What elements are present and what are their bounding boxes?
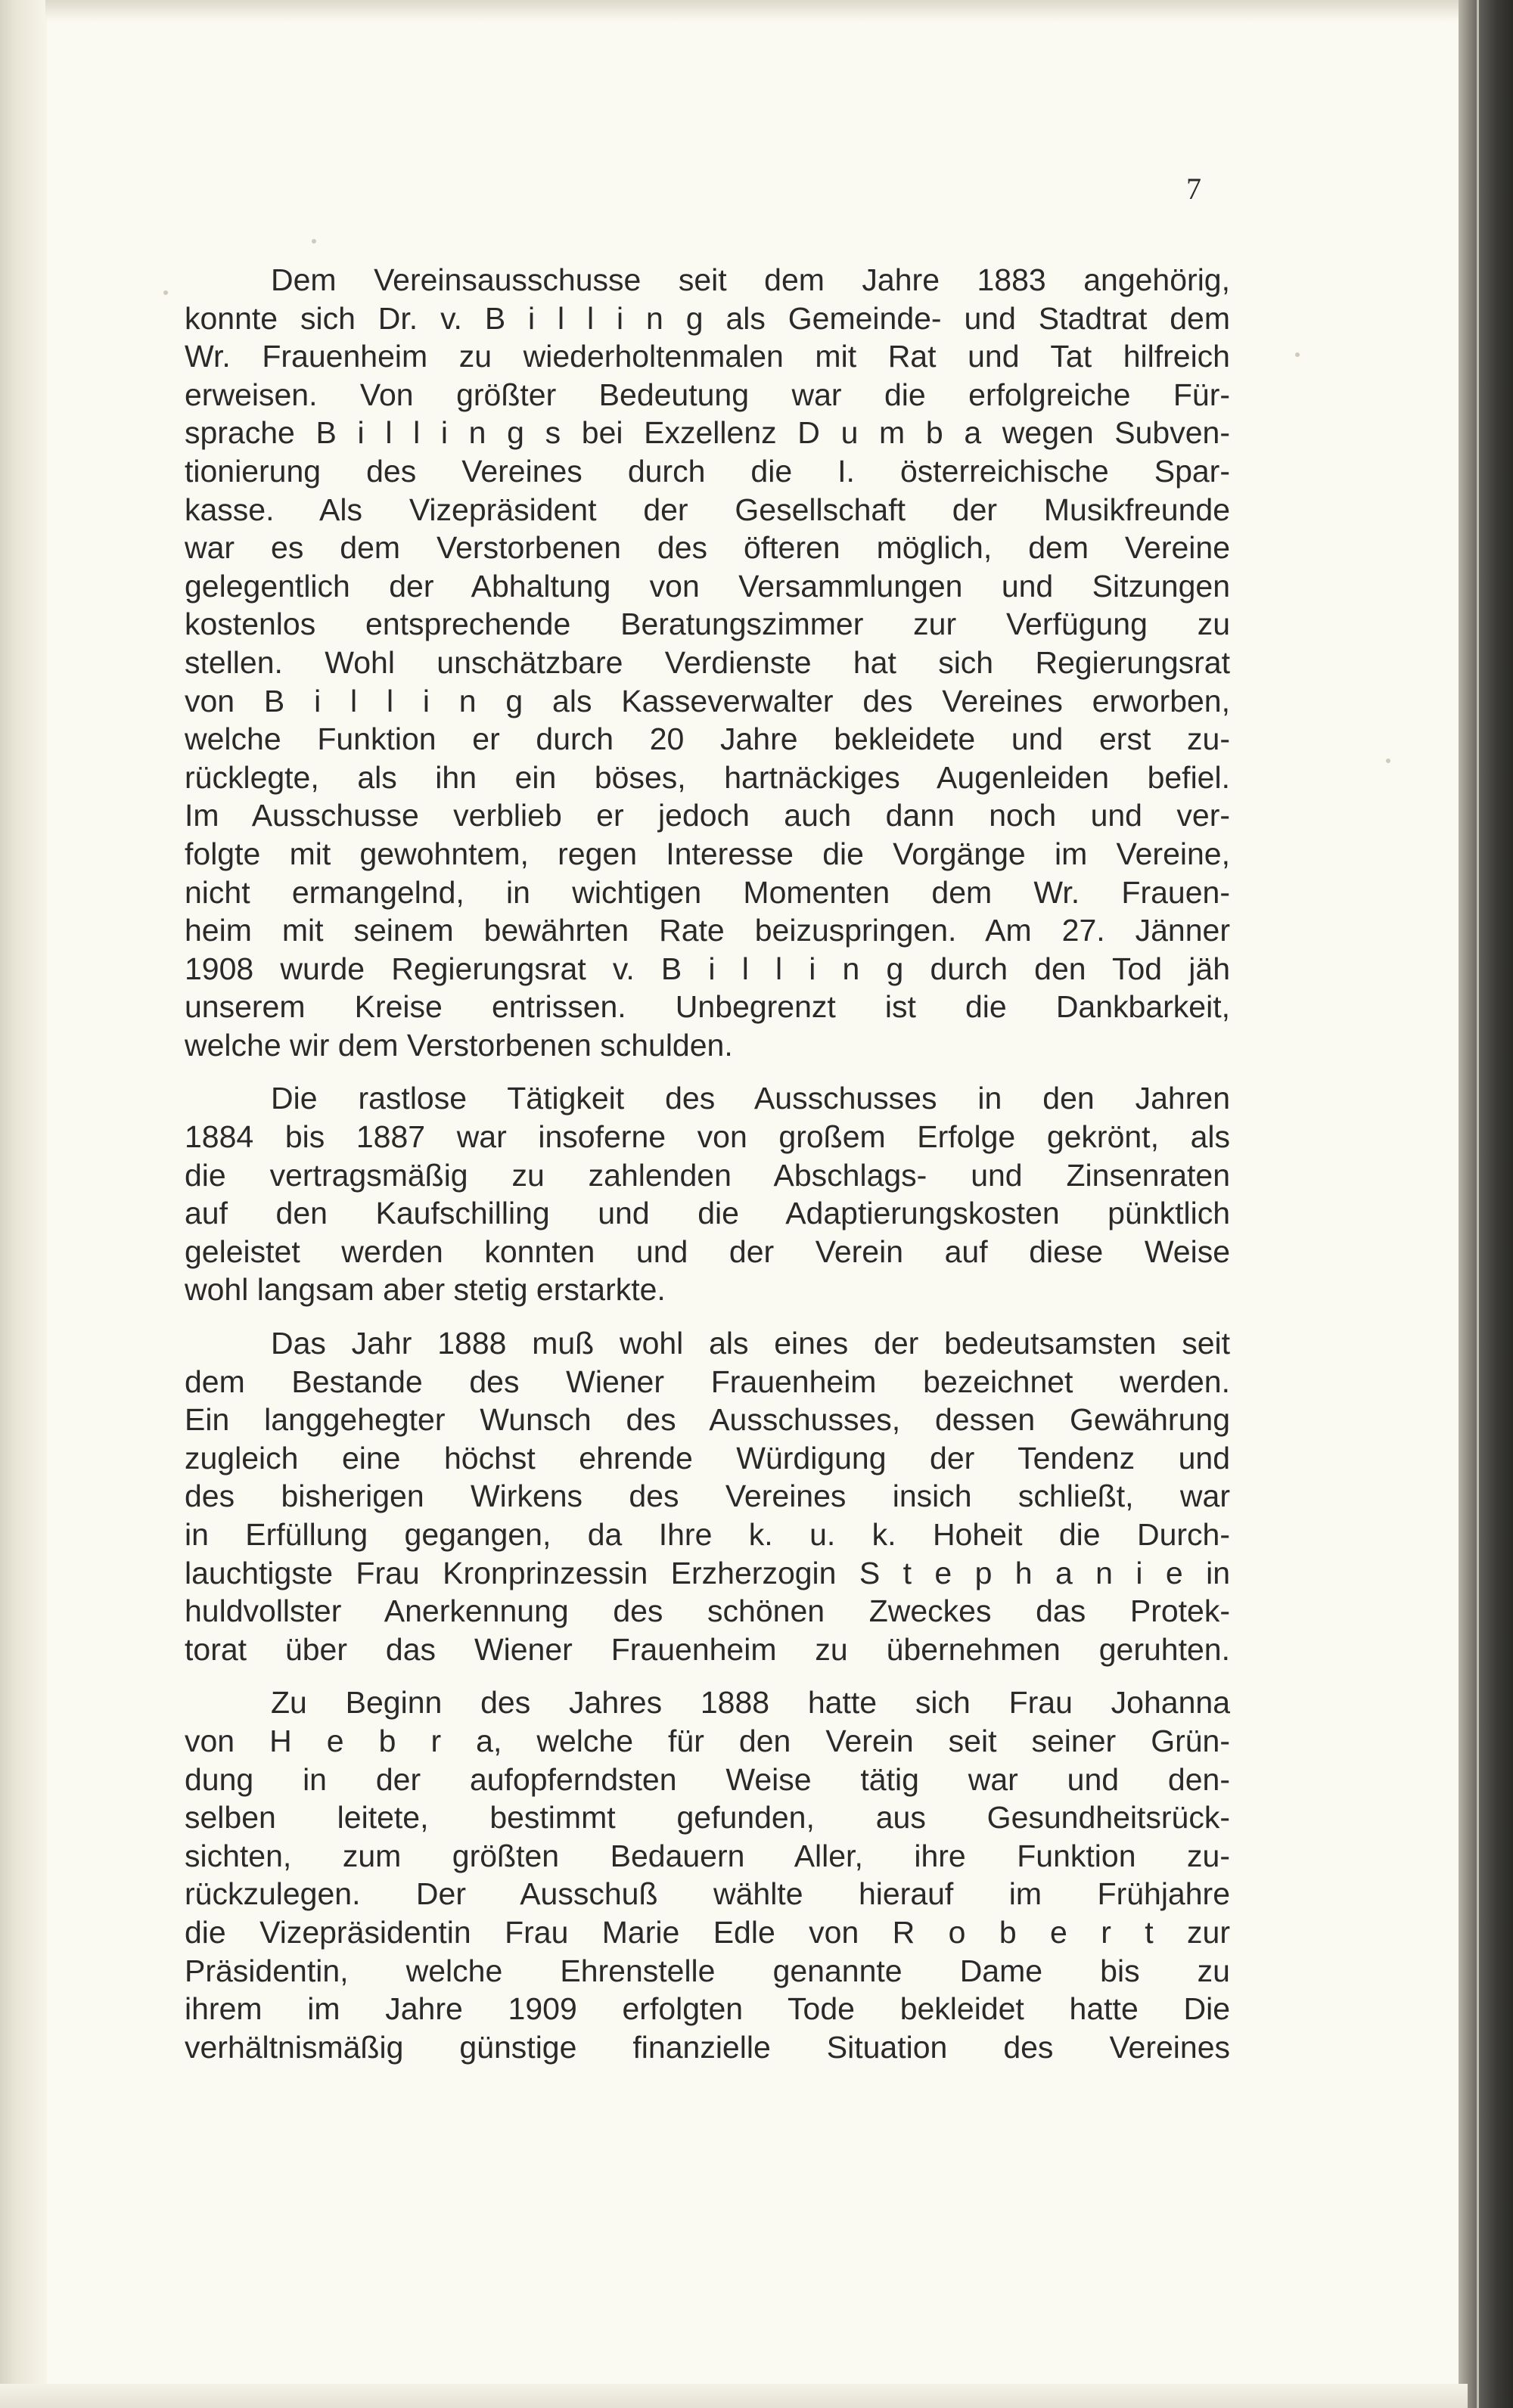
text-line: Wr. Frauenheim zu wiederholtenmalen mit Rat und Tat hilfreich xyxy=(185,339,1230,374)
text-line: wohl langsam aber stetig erstarkte. xyxy=(185,1272,666,1308)
text-line: die Vizepräsidentin Frau Marie Edle von R o b e r t zur xyxy=(185,1914,1230,1950)
text-line: Zu Beginn des Jahres 1888 hatte sich Frau Johanna xyxy=(271,1685,1230,1721)
text-line: Dem Vereinsausschusse seit dem Jahre 1883 angehörig, xyxy=(271,262,1230,297)
text-line: sprache B i l l i n g s bei Exzellenz D u m b a wegen Subven- xyxy=(185,415,1230,451)
paper-speck xyxy=(1295,352,1300,357)
text-line: die vertragsmäßig zu zahlenden Abschlags- und Zinsenraten xyxy=(185,1157,1230,1193)
page-top-shadow xyxy=(45,0,1468,23)
paper-speck xyxy=(1386,759,1390,763)
text-line: kostenlos entsprechende Beratungszimmer zur Verfügung zu xyxy=(185,607,1230,642)
text-line: Im Ausschusse verblieb er jedoch auch dann noch und ver- xyxy=(185,798,1230,833)
text-line: 1908 wurde Regierungsrat v. B i l l i n g durch den Tod jäh xyxy=(185,951,1230,986)
text-line: welche Funktion er durch 20 Jahre bekleidete und erst zu- xyxy=(185,721,1230,757)
text-line: rückzulegen. Der Ausschuß wählte hierauf im Frühjahre xyxy=(185,1876,1230,1912)
text-line: 1884 bis 1887 war insoferne von großem Erfolge gekrönt, als xyxy=(185,1119,1230,1155)
text-line: sichten, zum größten Bedauern Aller, ihre Funktion zu- xyxy=(185,1838,1230,1873)
text-line: Präsidentin, welche Ehrenstelle genannte Dame bis zu xyxy=(185,1953,1230,1988)
text-line: zugleich eine höchst ehrende Würdigung der Tendenz und xyxy=(185,1440,1230,1476)
paper-speck xyxy=(163,290,168,295)
text-line: Die rastlose Tätigkeit des Ausschusses in den Jahren xyxy=(271,1081,1230,1116)
text-line: konnte sich Dr. v. B i l l i n g als Gemeinde- und Stadtrat dem xyxy=(185,300,1230,336)
text-line: folgte mit gewohntem, regen Interesse die Vorgänge im Vereine, xyxy=(185,836,1230,871)
text-line: selben leitete, bestimmt gefunden, aus Gesundheitsrück- xyxy=(185,1800,1230,1835)
text-line: kasse. Als Vizepräsident der Gesellschaft der Musikfreunde xyxy=(185,492,1230,527)
body-text xyxy=(185,261,1230,2066)
paragraph xyxy=(185,1324,1230,1668)
text-line: dem Bestande des Wiener Frauenheim bezeichnet werden. xyxy=(185,1364,1230,1399)
text-line: in Erfüllung gegangen, da Ihre k. u. k. Hoheit die Durch- xyxy=(185,1517,1230,1552)
text-line: torat über das Wiener Frauenheim zu übernehmen geruhten. xyxy=(185,1631,1230,1667)
paragraph xyxy=(185,1079,1230,1309)
page-bottom-edge xyxy=(0,2384,1468,2408)
text-line: tionierung des Vereines durch die I. österreichische Spar- xyxy=(185,453,1230,489)
text-line: welche wir dem Verstorbenen schulden. xyxy=(185,1027,733,1063)
text-line: war es dem Verstorbenen des öfteren möglich, dem Vereine xyxy=(185,530,1230,566)
paragraph xyxy=(185,1683,1230,2066)
text-line: dung in der aufopferndsten Weise tätig war und den- xyxy=(185,1761,1230,1797)
page-edge-shadow xyxy=(1459,0,1513,2408)
text-line: unserem Kreise entrissen. Unbegrenzt ist die Dankbarkeit, xyxy=(185,989,1230,1025)
text-line: erweisen. Von größter Bedeutung war die erfolgreiche Für- xyxy=(185,377,1230,412)
text-line: stellen. Wohl unschätzbare Verdienste hat sich Regierungsrat xyxy=(185,644,1230,680)
text-line: ihrem im Jahre 1909 erfolgten Tode bekleidet hatte Die xyxy=(185,1991,1230,2027)
page-number: 7 xyxy=(1186,172,1201,206)
binding-gutter xyxy=(0,0,47,2408)
text-line: Das Jahr 1888 muß wohl als eines der bedeutsamsten seit xyxy=(271,1326,1230,1361)
text-line: auf den Kaufschilling und die Adaptierungskosten pünktlich xyxy=(185,1196,1230,1231)
paper-speck xyxy=(312,239,316,244)
text-line: gelegentlich der Abhaltung von Versammlungen und Sitzungen xyxy=(185,568,1230,604)
text-line: des bisherigen Wirkens des Vereines insich schließt, war xyxy=(185,1479,1230,1514)
text-line: heim mit seinem bewährten Rate beizuspringen. Am 27. Jänner xyxy=(185,913,1230,948)
text-line: geleistet werden konnten und der Verein auf diese Weise xyxy=(185,1233,1230,1269)
text-line: huldvollster Anerkennung des schönen Zweckes das Protek- xyxy=(185,1593,1230,1629)
text-line: rücklegte, als ihn ein böses, hartnäckiges Augenleiden befiel. xyxy=(185,759,1230,795)
text-line: von H e b r a, welche für den Verein seit seiner Grün- xyxy=(185,1723,1230,1758)
text-line: verhältnismäßig günstige finanzielle Situation des Vereines xyxy=(185,2029,1230,2065)
page-edge-highlight xyxy=(1477,0,1479,2408)
text-line: lauchtigste Frau Kronprinzessin Erzherzogin S t e p h a n i e in xyxy=(185,1555,1230,1590)
text-line: Ein langgehegter Wunsch des Ausschusses, dessen Gewährung xyxy=(185,1402,1230,1438)
paragraph xyxy=(185,261,1230,1064)
text-line: von B i l l i n g als Kasseverwalter des Vereines erworben, xyxy=(185,683,1230,718)
text-line: nicht ermangelnd, in wichtigen Momenten dem Wr. Frauen- xyxy=(185,874,1230,910)
